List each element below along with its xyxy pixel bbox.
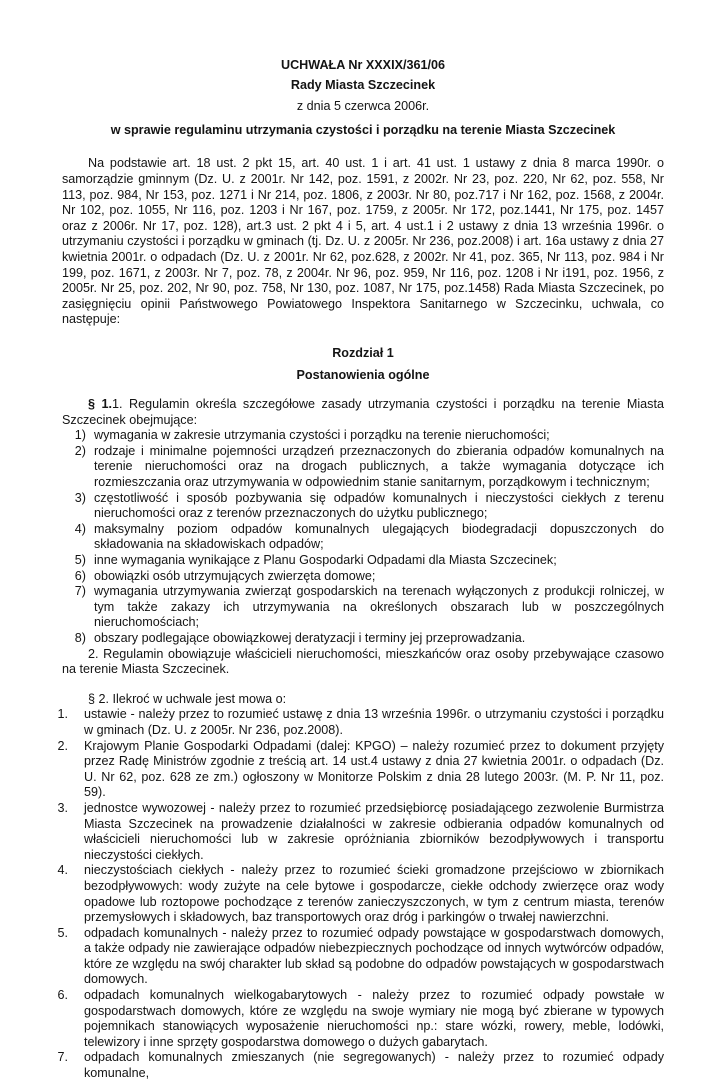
list-item	[72, 444, 664, 491]
spacer	[62, 678, 664, 692]
resolution-issuer: Rady Miasta Szczecinek	[290, 77, 436, 92]
list-item-number: 6)	[74, 568, 86, 583]
list-item-text: Krajowym Planie Gospodarki Odpadami (dalej: KPGO) – należy rozumieć przez to dokument przyjęty przez Radę Ministrów zgodnie z treścią art. 14 ust.4 ustawy z dnia 27 kwietnia 2001r. o odpadach (Dz. U. Nr 62, poz. 628 ze zm.) ogłoszony w Monitorze Polskim z dnia 28 lutego 2003r. (M. P. Nr 11, poz. 59).	[84, 738, 664, 800]
list-item	[72, 491, 664, 522]
list-item-number: 5)	[74, 553, 86, 568]
section-1-intro-text: 1. Regulamin określa szczegółowe zasady utrzymania czystości i porządku na terenie Miasta Szczecinek obejmujące:	[62, 397, 664, 427]
resolution-date: z dnia 5 czerwca 2006r.	[296, 99, 430, 114]
list-item-text: odpadach komunalnych zmieszanych (nie segregowanych) - należy przez to rozumieć odpady komunalne,	[84, 1050, 664, 1081]
list-item	[72, 631, 664, 647]
list-item-number: 3)	[74, 490, 86, 505]
list-item	[72, 553, 664, 569]
list-item	[57, 707, 664, 738]
list-item-text: nieczystościach ciekłych - należy przez to rozumieć ścieki gromadzone przejściowo w zbiornikach bezodpływowych: wody zużyte na cele bytowe i gospodarcze, ciekłe odchody zwierzęce oraz wody opadowe lub roztopowe pochodzące z terenów zanieczyszczonych, w tym z centrum miasta, terenów przemysłowych i składowych, baz transportowych oraz dróg i parkingów o trwałej nawierzchni.	[84, 863, 664, 925]
resolution-title: UCHWAŁA Nr XXXIX/361/06	[280, 58, 445, 72]
list-item-number: 1.	[57, 707, 68, 722]
list-item-number: 7.	[57, 1050, 68, 1065]
list-item-number: 4.	[57, 863, 68, 878]
list-item-text: wymagania utrzymywania zwierząt gospodarskich na terenach wyłączonych z produkcji rolniczej, w tym także zakazy ich utrzymywania na określonych obszarach lub w poszczególnych nieruchomościach;	[94, 584, 664, 630]
list-item-text: ustawie - należy przez to rozumieć ustawę z dnia 13 września 1996r. o utrzymaniu czystości i porządku w gminach (Dz. U. z 2005r. Nr 236, poz.2008).	[84, 707, 664, 737]
list-item-number: 5.	[57, 925, 68, 940]
list-item	[57, 863, 664, 925]
list-item	[57, 925, 664, 988]
preamble-paragraph: Na podstawie art. 18 ust. 2 pkt 15, art. 40 ust. 1 i art. 41 ust. 1 ustawy z dnia 8 marca 1990r. o samorządzie gminnym (Dz. U. z 2001r. Nr 142, poz. 1591, z 2002r. Nr 23, poz. 220, Nr 62, poz. 558, Nr 113, poz. 984, Nr 153, poz. 1271 i Nr 214, poz. 1806, z 2003r. Nr 80, poz.717 i Nr 162, poz. 1568, z 2004r. Nr 102, poz. 1055, Nr 116, poz. 1203 i Nr 167, poz. 1759, z 2005r. Nr 172, poz.1441, Nr 175, poz. 1457 oraz z 2006r. Nr 17, poz. 128), art.3 ust. 2 pkt 4 i 5, art. 4 ust.1 i 2 ustawy z dnia 13 września 1996r. o utrzymaniu czystości i porządku w gminach (tj. Dz. U. z 2005r. Nr 236, poz.2008) i art. 16a ustawy z dnia 27 kwietnia 2001r. o odpadach (Dz. U. z 2001r. Nr 62, poz.628, z 2002r. Nr 41, poz. 365, Nr 113, poz. 984 i Nr 199, poz. 1671, z 2003r. Nr 7, poz. 78, z 2004r. Nr 96, poz. 959, Nr 116, poz. 1208 i Nr i191, poz. 1956, z 2005r. Nr 25, poz. 202, Nr 90, poz. 758, Nr 130, poz. 1087, Nr 175, poz.1458) Rada Miasta Szczecinek, po zasięgnięciu opinii Państwowego Powiatowego Inspektora Sanitarnego w Szczecinku, uchwala, co następuje:	[62, 156, 664, 327]
list-item-text: odpadach komunalnych - należy przez to rozumieć odpady powstające w gospodarstwach domowych, a także odpady nie zawierające odpadów niebezpiecznych pochodzące od innych wytwórców odpadów, które ze względu na swój charakter lub skład są podobne do odpadów powstających w gospodarstwach domowych.	[84, 925, 664, 987]
list-item	[57, 800, 664, 863]
list-item-text: wymagania w zakresie utrzymania czystości i porządku na terenie nieruchomości;	[94, 428, 550, 443]
list-item	[57, 988, 664, 1050]
chapter-label: Rozdział 1	[332, 345, 394, 360]
list-item-number: 1)	[74, 428, 86, 443]
section-1-intro	[62, 397, 664, 428]
list-item	[57, 1050, 664, 1081]
section-1-point-2: 2. Regulamin obowiązuje właścicieli nieruchomości, mieszkańców oraz osoby przebywające czasowo na terenie Miasta Szczecinek.	[62, 646, 664, 677]
list-item	[72, 584, 664, 631]
section-2-definitions	[57, 707, 664, 1081]
list-item-number: 6.	[57, 988, 68, 1003]
section-2-intro: § 2. Ilekroć w uchwale jest mowa o:	[88, 691, 287, 706]
list-item-text: obszary podlegające obowiązkowej deratyzacji i terminy jej przeprowadzania.	[94, 631, 526, 645]
list-item	[72, 428, 664, 444]
list-item-number: 2.	[57, 738, 68, 753]
list-item-text: obowiązki osób utrzymujących zwierzęta domowe;	[94, 568, 376, 583]
list-item-text: częstotliwość i sposób pozbywania się odpadów komunalnych i nieczystości ciekłych z terenu nieruchomości oraz z terenów przeznaczonych do użytku publicznego;	[94, 490, 664, 521]
list-item	[72, 569, 664, 585]
list-item-number: 8)	[74, 631, 86, 645]
list-item-number: 4)	[74, 521, 86, 536]
list-item-text: inne wymagania wynikające z Planu Gospodarki Odpadami dla Miasta Szczecinek;	[94, 553, 557, 568]
list-item-text: jednostce wywozowej - należy przez to rozumieć przedsiębiorcę posiadającego zezwolenie Burmistrza Miasta Szczecinek na prowadzenie działalności w zakresie odbierania odpadów komunalnych od właścicieli nieruchomości lub w zakresie opróżniania zbiorników bezodpływowych i transportu nieczystości ciekłych.	[84, 800, 664, 862]
section-1-mark: § 1.	[88, 397, 113, 412]
list-item-text: odpadach komunalnych wielkogabarytowych - należy przez to rozumieć odpady powstałe w gospodarstwach domowych, które ze względu na swoje wymiary nie mogą być zbierane w typowych pojemnikach stanowiących wyposażenie nieruchomości np.: stare wózki, rowery, meble, lodówki, telewizory i inne sprzęty gospodarstwa domowego o dużych gabarytach.	[84, 988, 664, 1049]
list-item-number: 3.	[57, 800, 68, 815]
list-item-text: maksymalny poziom odpadów komunalnych ulegających biodegradacji dopuszczonych do składowania na składowiskach odpadów;	[94, 521, 664, 552]
list-item	[57, 738, 664, 801]
resolution-subject: w sprawie regulaminu utrzymania czystości i porządku na terenie Miasta Szczecinek	[110, 122, 616, 137]
list-item-number: 7)	[74, 584, 86, 599]
list-item-number: 2)	[74, 443, 86, 458]
list-item	[72, 522, 664, 553]
chapter-name: Postanowienia ogólne	[296, 367, 430, 382]
section-1-list	[62, 428, 664, 646]
list-item-text: rodzaje i minimalne pojemności urządzeń przeznaczonych do zbierania odpadów komunalnych na terenie nieruchomości oraz na drogach publicznych, a także wymagania dotyczące ich rozmieszczania oraz utrzymywania w odpowiednim stanie sanitarnym, porządkowym i technicznym;	[94, 443, 664, 490]
